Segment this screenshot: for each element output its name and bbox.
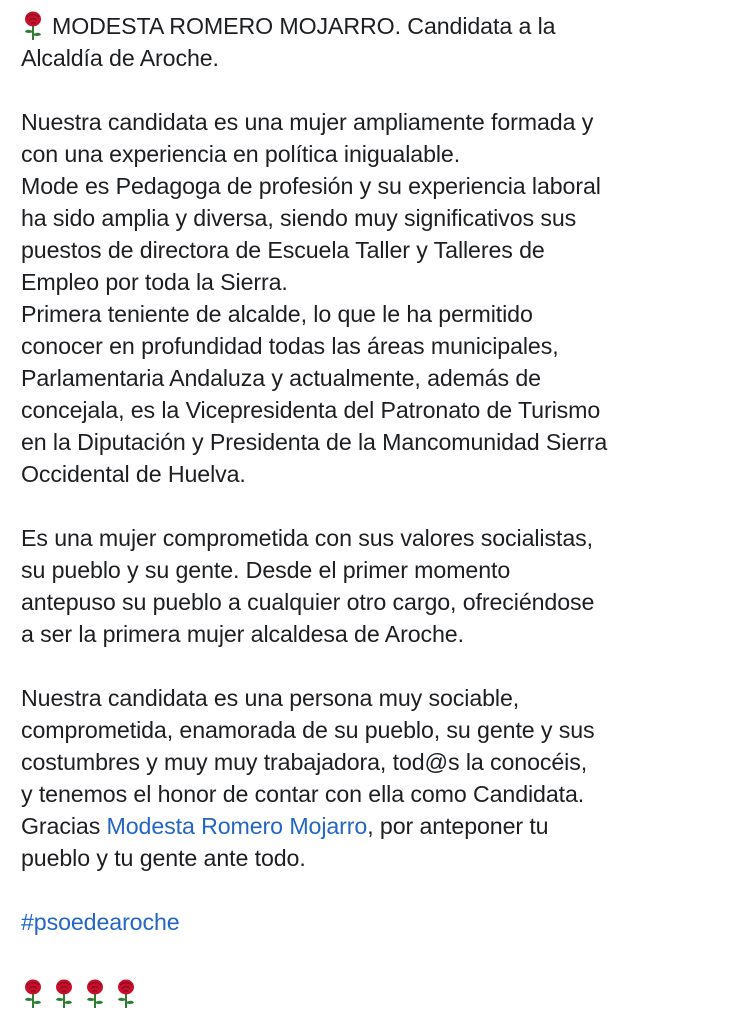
text-line: ha sido amplia y diversa, siendo muy significativos sus: [21, 205, 577, 231]
post-body: [21, 10, 733, 1010]
paragraph-personality: [21, 682, 733, 874]
mention-link[interactable]: Modesta Romero Mojarro: [106, 813, 368, 839]
text-line: costumbres y muy muy trabajadora, tod@s la conocéis,: [21, 749, 588, 775]
text-line: Occidental de Huelva.: [21, 461, 246, 487]
text-line: Parlamentaria Andaluza y actualmente, además de: [21, 365, 541, 391]
text-line: Es una mujer comprometida con sus valores socialistas,: [21, 525, 593, 551]
text-line: Primera teniente de alcalde, lo que le ha permitido: [21, 301, 533, 327]
rose-emoji-row: [21, 978, 733, 1010]
thanks-prefix: Gracias: [21, 813, 107, 839]
thanks-line: [21, 810, 733, 842]
rose-icon: [21, 11, 45, 41]
text-line: conocer en profundidad todas las áreas municipales,: [21, 333, 559, 359]
text-line: concejala, es la Vicepresidenta del Patronato de Turismo: [21, 397, 601, 423]
text-line: y tenemos el honor de contar con ella como Candidata.: [21, 781, 585, 807]
text-line: Mode es Pedagoga de profesión y su experiencia laboral: [21, 173, 601, 199]
spacer: [21, 650, 733, 682]
text-line: con una experiencia en política inigualable.: [21, 141, 461, 167]
text-line: su pueblo y su gente. Desde el primer momento: [21, 557, 511, 583]
text-line: antepuso su pueblo a cualquier otro cargo, ofreciéndose: [21, 589, 595, 615]
text-line: Empleo por toda la Sierra.: [21, 269, 288, 295]
thanks-suffix: , por anteponer tu: [367, 813, 549, 839]
text-line: Nuestra candidata es una persona muy sociable,: [21, 685, 520, 711]
spacer: [21, 74, 733, 106]
rose-icon: [52, 979, 76, 1009]
hashtag-link[interactable]: #psoedearoche: [21, 909, 180, 935]
text-line: comprometida, enamorada de su pueblo, su gente y sus: [21, 717, 595, 743]
rose-icon: [21, 979, 45, 1009]
text-line: en la Diputación y Presidenta de la Mancomunidad Sierra: [21, 429, 608, 455]
paragraph-profile: [21, 106, 733, 490]
title-line-2: Alcaldía de Aroche.: [21, 45, 219, 71]
post-title: [21, 10, 733, 74]
hashtag-line: [21, 906, 733, 938]
spacer: [21, 490, 733, 522]
text-line: puestos de directora de Escuela Taller y Talleres de: [21, 237, 545, 263]
rose-icon: [114, 979, 138, 1009]
spacer: [21, 874, 733, 906]
spacer: [21, 938, 733, 970]
text-line: pueblo y tu gente ante todo.: [21, 845, 306, 871]
paragraph-commitment: [21, 522, 733, 650]
text-line: Nuestra candidata es una mujer ampliamente formada y: [21, 109, 594, 135]
rose-icon: [83, 979, 107, 1009]
title-line-1: MODESTA ROMERO MOJARRO. Candidata a la: [21, 10, 733, 42]
text-line: a ser la primera mujer alcaldesa de Aroche.: [21, 621, 464, 647]
